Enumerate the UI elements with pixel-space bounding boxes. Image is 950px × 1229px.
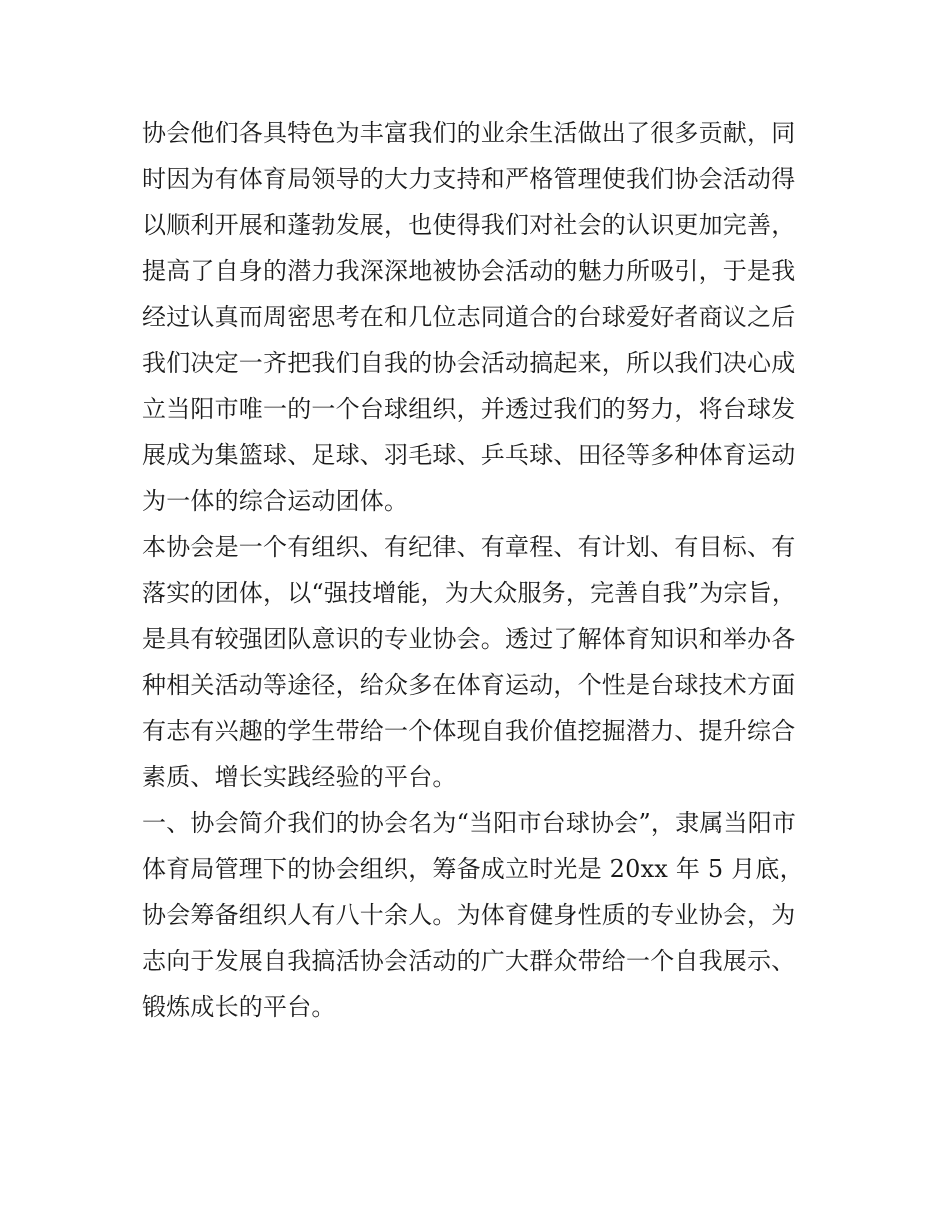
text-line: 立当阳市唯一的一个台球组织，并透过我们的努力，将台球发 <box>142 395 796 423</box>
text-line: 落实的团体，以“强技增能，为大众服务，完善自我”为宗旨， <box>142 579 797 607</box>
text-line: 素质、增长实践经验的平台。 <box>142 763 457 791</box>
text-line: 种相关活动等途径，给众多在体育运动，个性是台球技术方面 <box>142 671 796 699</box>
text-line: 展成为集篮球、足球、羽毛球、乒乓球、田径等多种体育运动 <box>142 441 796 469</box>
text-line: 协会他们各具特色为丰富我们的业余生活做出了很多贡献，同 <box>142 119 796 147</box>
text-line: 提高了自身的潜力我深深地被协会活动的魅力所吸引，于是我 <box>142 257 796 285</box>
text-line: 锻炼成长的平台。 <box>142 993 336 1021</box>
text-line: 经过认真而周密思考在和几位志同道合的台球爱好者商议之后 <box>142 303 796 331</box>
text-line: 协会筹备组织人有八十余人。为体育健身性质的专业协会，为 <box>142 901 796 929</box>
text-line: 为一体的综合运动团体。 <box>142 487 409 515</box>
document-body <box>142 110 822 1030</box>
text-line: 本协会是一个有组织、有纪律、有章程、有计划、有目标、有 <box>142 533 796 561</box>
text-line: 一、协会简介我们的协会名为“当阳市台球协会”，隶属当阳市 <box>142 809 797 837</box>
text-line: 体育局管理下的协会组织，筹备成立时光是 20xx 年 5 月底， <box>142 855 804 883</box>
text-line: 以顺利开展和蓬勃发展，也使得我们对社会的认识更加完善， <box>142 211 796 239</box>
text-line: 有志有兴趣的学生带给一个体现自我价值挖掘潜力、提升综合 <box>142 717 796 745</box>
text-line: 时因为有体育局领导的大力支持和严格管理使我们协会活动得 <box>142 165 796 193</box>
text-line: 我们决定一齐把我们自我的协会活动搞起来，所以我们决心成 <box>142 349 796 377</box>
text-line: 志向于发展自我搞活协会活动的广大群众带给一个自我展示、 <box>142 947 796 975</box>
text-line: 是具有较强团队意识的专业协会。透过了解体育知识和举办各 <box>142 625 796 653</box>
